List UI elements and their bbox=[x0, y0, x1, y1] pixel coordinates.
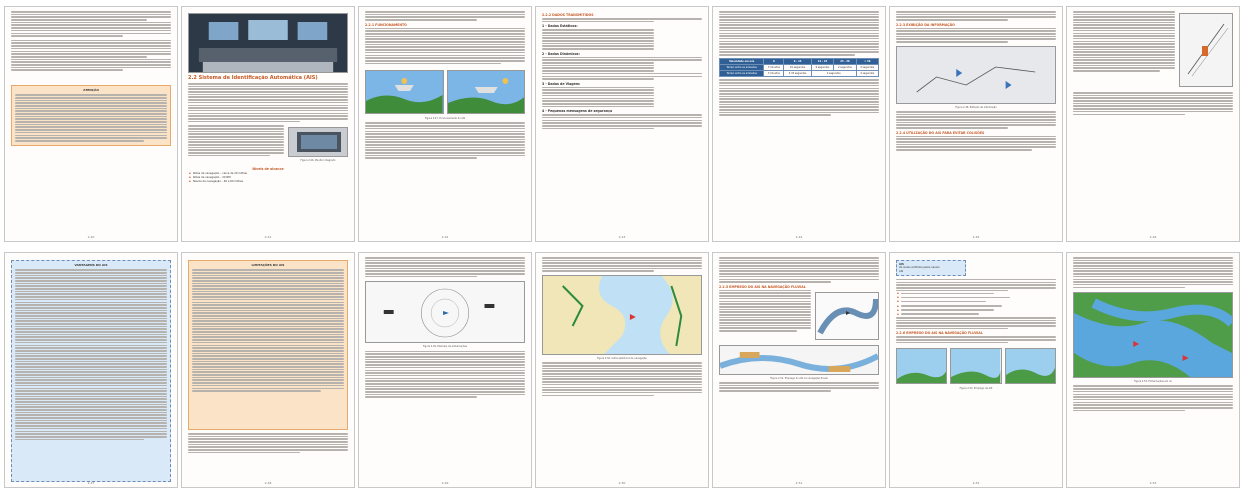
subsection-heading: 2.2.5 EMPREGO DO AIS NA NAVEGAÇÃO FLUVIAL bbox=[719, 284, 806, 289]
river-map-strip bbox=[719, 345, 879, 375]
text-block bbox=[11, 11, 171, 37]
list-label: 3 - Dados de Viagem: bbox=[542, 81, 581, 86]
list-label: 4 - Pequenas mensagens de segurança bbox=[542, 109, 613, 114]
text-block bbox=[542, 87, 702, 107]
text-block bbox=[542, 29, 702, 49]
list-label: 2 - Dados Dinâmicos: bbox=[542, 51, 580, 56]
page-folio: 2-50 bbox=[618, 480, 626, 485]
text-block bbox=[896, 336, 1056, 343]
text-block bbox=[188, 83, 348, 122]
section-heading: 2.2 Sistema de Identificação Automática (AIS) bbox=[188, 75, 318, 81]
figure-caption: Figura 2.47. Funcionamento do AIS bbox=[424, 117, 466, 121]
list-label: 1 - Dados Estáticos: bbox=[542, 24, 578, 29]
radar-display-figure bbox=[896, 46, 1056, 104]
text-block bbox=[719, 11, 879, 56]
page-folio: 2-48 bbox=[264, 480, 272, 485]
text-block bbox=[11, 40, 171, 71]
page-2-48[interactable] bbox=[181, 252, 355, 488]
text-block bbox=[1073, 11, 1175, 89]
text-block bbox=[365, 257, 525, 277]
vessels-example-figure bbox=[365, 281, 525, 343]
ais-screen-figure-3 bbox=[1005, 348, 1056, 384]
text-block bbox=[1073, 257, 1233, 288]
subsection-heading: 2.2.1 FUNCIONAMENTO bbox=[365, 22, 407, 27]
figure-caption: Figura 2.50. Carta eletrónica de navegação bbox=[597, 357, 647, 361]
list-item: ▪ Rotas de navegação – cerca de 20 milhas bbox=[193, 172, 348, 175]
highlight-box-line: AIS bbox=[899, 269, 904, 273]
table-cell: 10 segundos bbox=[784, 64, 811, 70]
text-block bbox=[365, 11, 525, 21]
page-folio: 2-53 bbox=[1149, 480, 1157, 485]
attention-box-title: ATENÇÃO bbox=[83, 87, 99, 92]
table-cell: 2 segundos bbox=[811, 71, 856, 77]
text-block bbox=[896, 136, 1056, 151]
text-block bbox=[188, 125, 284, 164]
table-row-label: Tempo entre as emissões bbox=[720, 64, 764, 70]
page-folio: 2-41 bbox=[264, 234, 272, 239]
figure-caption: Figura 2.49. Exemplo de embarcações bbox=[423, 345, 467, 349]
ais-illustration-left bbox=[365, 70, 444, 114]
text-block bbox=[1073, 92, 1233, 115]
table-row-label: Tempo entre as emissões bbox=[720, 71, 764, 77]
page-2-45[interactable] bbox=[889, 6, 1063, 242]
figure-caption: Figura 2.48. Exibição de informação bbox=[955, 105, 997, 109]
table-cell: 2 segundos bbox=[834, 64, 856, 70]
text-block bbox=[719, 79, 879, 116]
page-folio: 2-43 bbox=[618, 234, 626, 239]
text-block bbox=[188, 433, 348, 453]
electronic-chart-figure bbox=[542, 275, 702, 355]
table-header: > 30 bbox=[856, 58, 878, 64]
table-header: 14 - 23 bbox=[811, 58, 833, 64]
table-header: 0 - 14 bbox=[784, 58, 811, 64]
text-block bbox=[542, 114, 702, 129]
page-2-42[interactable] bbox=[358, 6, 532, 242]
limitations-box-title: LIMITAÇÕES DO AIS bbox=[251, 263, 285, 267]
text-block bbox=[542, 18, 702, 22]
text-block bbox=[719, 257, 879, 283]
subsection-heading: 2.2.6 EMPREGO DO AIS NA NAVEGAÇÃO FLUVIAL bbox=[896, 331, 983, 336]
subsection-heading: 2.2.2 DADOS TRANSMITIDOS bbox=[542, 13, 594, 17]
text-block bbox=[719, 290, 811, 342]
advantages-box bbox=[11, 260, 171, 482]
figure-caption: Figura 2.52. Emprego de AIS bbox=[959, 387, 993, 391]
text-block bbox=[365, 122, 525, 159]
text-block bbox=[542, 257, 702, 272]
page-2-41[interactable] bbox=[181, 6, 355, 242]
figure-caption: Figura 2.53. Embarcações em rio bbox=[1134, 380, 1172, 384]
list-item: ▪ Navios de navegação – 40 a 60 milhas bbox=[193, 180, 348, 183]
river-diagram-figure bbox=[815, 292, 879, 340]
table-header: 0 bbox=[764, 58, 784, 64]
diagram-figure bbox=[1179, 13, 1233, 87]
page-2-53[interactable] bbox=[1066, 252, 1240, 488]
bullet-list bbox=[896, 292, 1056, 316]
table-header: Velocidade em nós bbox=[720, 58, 764, 64]
table-cell: 2 segundos bbox=[856, 64, 878, 70]
reporting-interval-table bbox=[719, 58, 879, 78]
page-2-47[interactable] bbox=[4, 252, 178, 488]
page-folio: 2-46 bbox=[1149, 234, 1157, 239]
highlight-box-line: Os sinais emitidos pelos navios bbox=[899, 266, 940, 270]
range-list-title: Níveis de alcance bbox=[252, 166, 284, 171]
page-2-43[interactable] bbox=[535, 6, 709, 242]
page-folio: 2-40 bbox=[87, 234, 95, 239]
page-folio: 2-42 bbox=[441, 234, 449, 239]
highlight-box-line: AIS bbox=[899, 263, 904, 266]
page-2-50[interactable] bbox=[535, 252, 709, 488]
ais-screen-figure-1 bbox=[896, 348, 947, 384]
page-folio: 2-52 bbox=[972, 480, 980, 485]
table-cell: 2 segundos bbox=[856, 71, 878, 77]
page-2-44[interactable] bbox=[712, 6, 886, 242]
page-folio: 2-44 bbox=[795, 234, 803, 239]
page-folio: 2-45 bbox=[972, 234, 980, 239]
table-cell: 3,33 segundos bbox=[784, 71, 811, 77]
text-block bbox=[896, 111, 1056, 129]
text-block bbox=[719, 382, 879, 392]
subsection-heading: 2.2.4 UTILIZAÇÃO DO AIS PARA EVITAR COLISÕES bbox=[896, 130, 985, 135]
text-block bbox=[365, 351, 525, 398]
subsection-heading: 2.2.3 EXIBIÇÃO DA INFORMAÇÃO bbox=[896, 22, 955, 27]
river-vessels-figure bbox=[1073, 292, 1233, 378]
highlight-box bbox=[896, 260, 966, 276]
figure-caption: Figura 2.51. Emprego do AIS na navegação fluvial bbox=[770, 376, 828, 380]
page-2-52[interactable] bbox=[889, 252, 1063, 488]
text-block bbox=[896, 279, 1056, 291]
limitations-box bbox=[188, 260, 348, 430]
attention-box bbox=[11, 85, 171, 146]
list-item: ▪ Rotas de navegação – 20 NM bbox=[193, 176, 348, 179]
page-folio: 2-51 bbox=[795, 480, 803, 485]
range-list bbox=[188, 172, 348, 183]
page-2-49[interactable] bbox=[358, 252, 532, 488]
text-block bbox=[896, 28, 1056, 43]
page-2-40[interactable] bbox=[4, 6, 178, 242]
table-header: 23 - 30 bbox=[834, 58, 856, 64]
page-2-51[interactable] bbox=[712, 252, 886, 488]
table-cell: 3 minutos bbox=[764, 64, 784, 70]
figure-caption: Figura 2.46. Monitor integrado bbox=[300, 159, 336, 163]
ais-illustration-right bbox=[447, 70, 526, 114]
integrated-monitor-photo bbox=[288, 127, 348, 157]
table-cell: 6 segundos bbox=[811, 64, 833, 70]
text-block bbox=[896, 11, 1056, 21]
page-folio: 2-49 bbox=[441, 480, 449, 485]
table-cell: 3 minutos bbox=[764, 71, 784, 77]
ais-screen-figure-2 bbox=[950, 348, 1001, 384]
text-block bbox=[542, 57, 702, 80]
text-block bbox=[365, 28, 525, 65]
text-block bbox=[896, 317, 1056, 329]
text-block bbox=[1073, 385, 1233, 411]
advantages-box-title: VANTAGENS DO AIS bbox=[74, 263, 108, 267]
page-folio: 2-47 bbox=[87, 480, 95, 485]
page-2-46[interactable] bbox=[1066, 6, 1240, 242]
text-block bbox=[542, 362, 702, 396]
bridge-console-photo bbox=[188, 13, 348, 73]
